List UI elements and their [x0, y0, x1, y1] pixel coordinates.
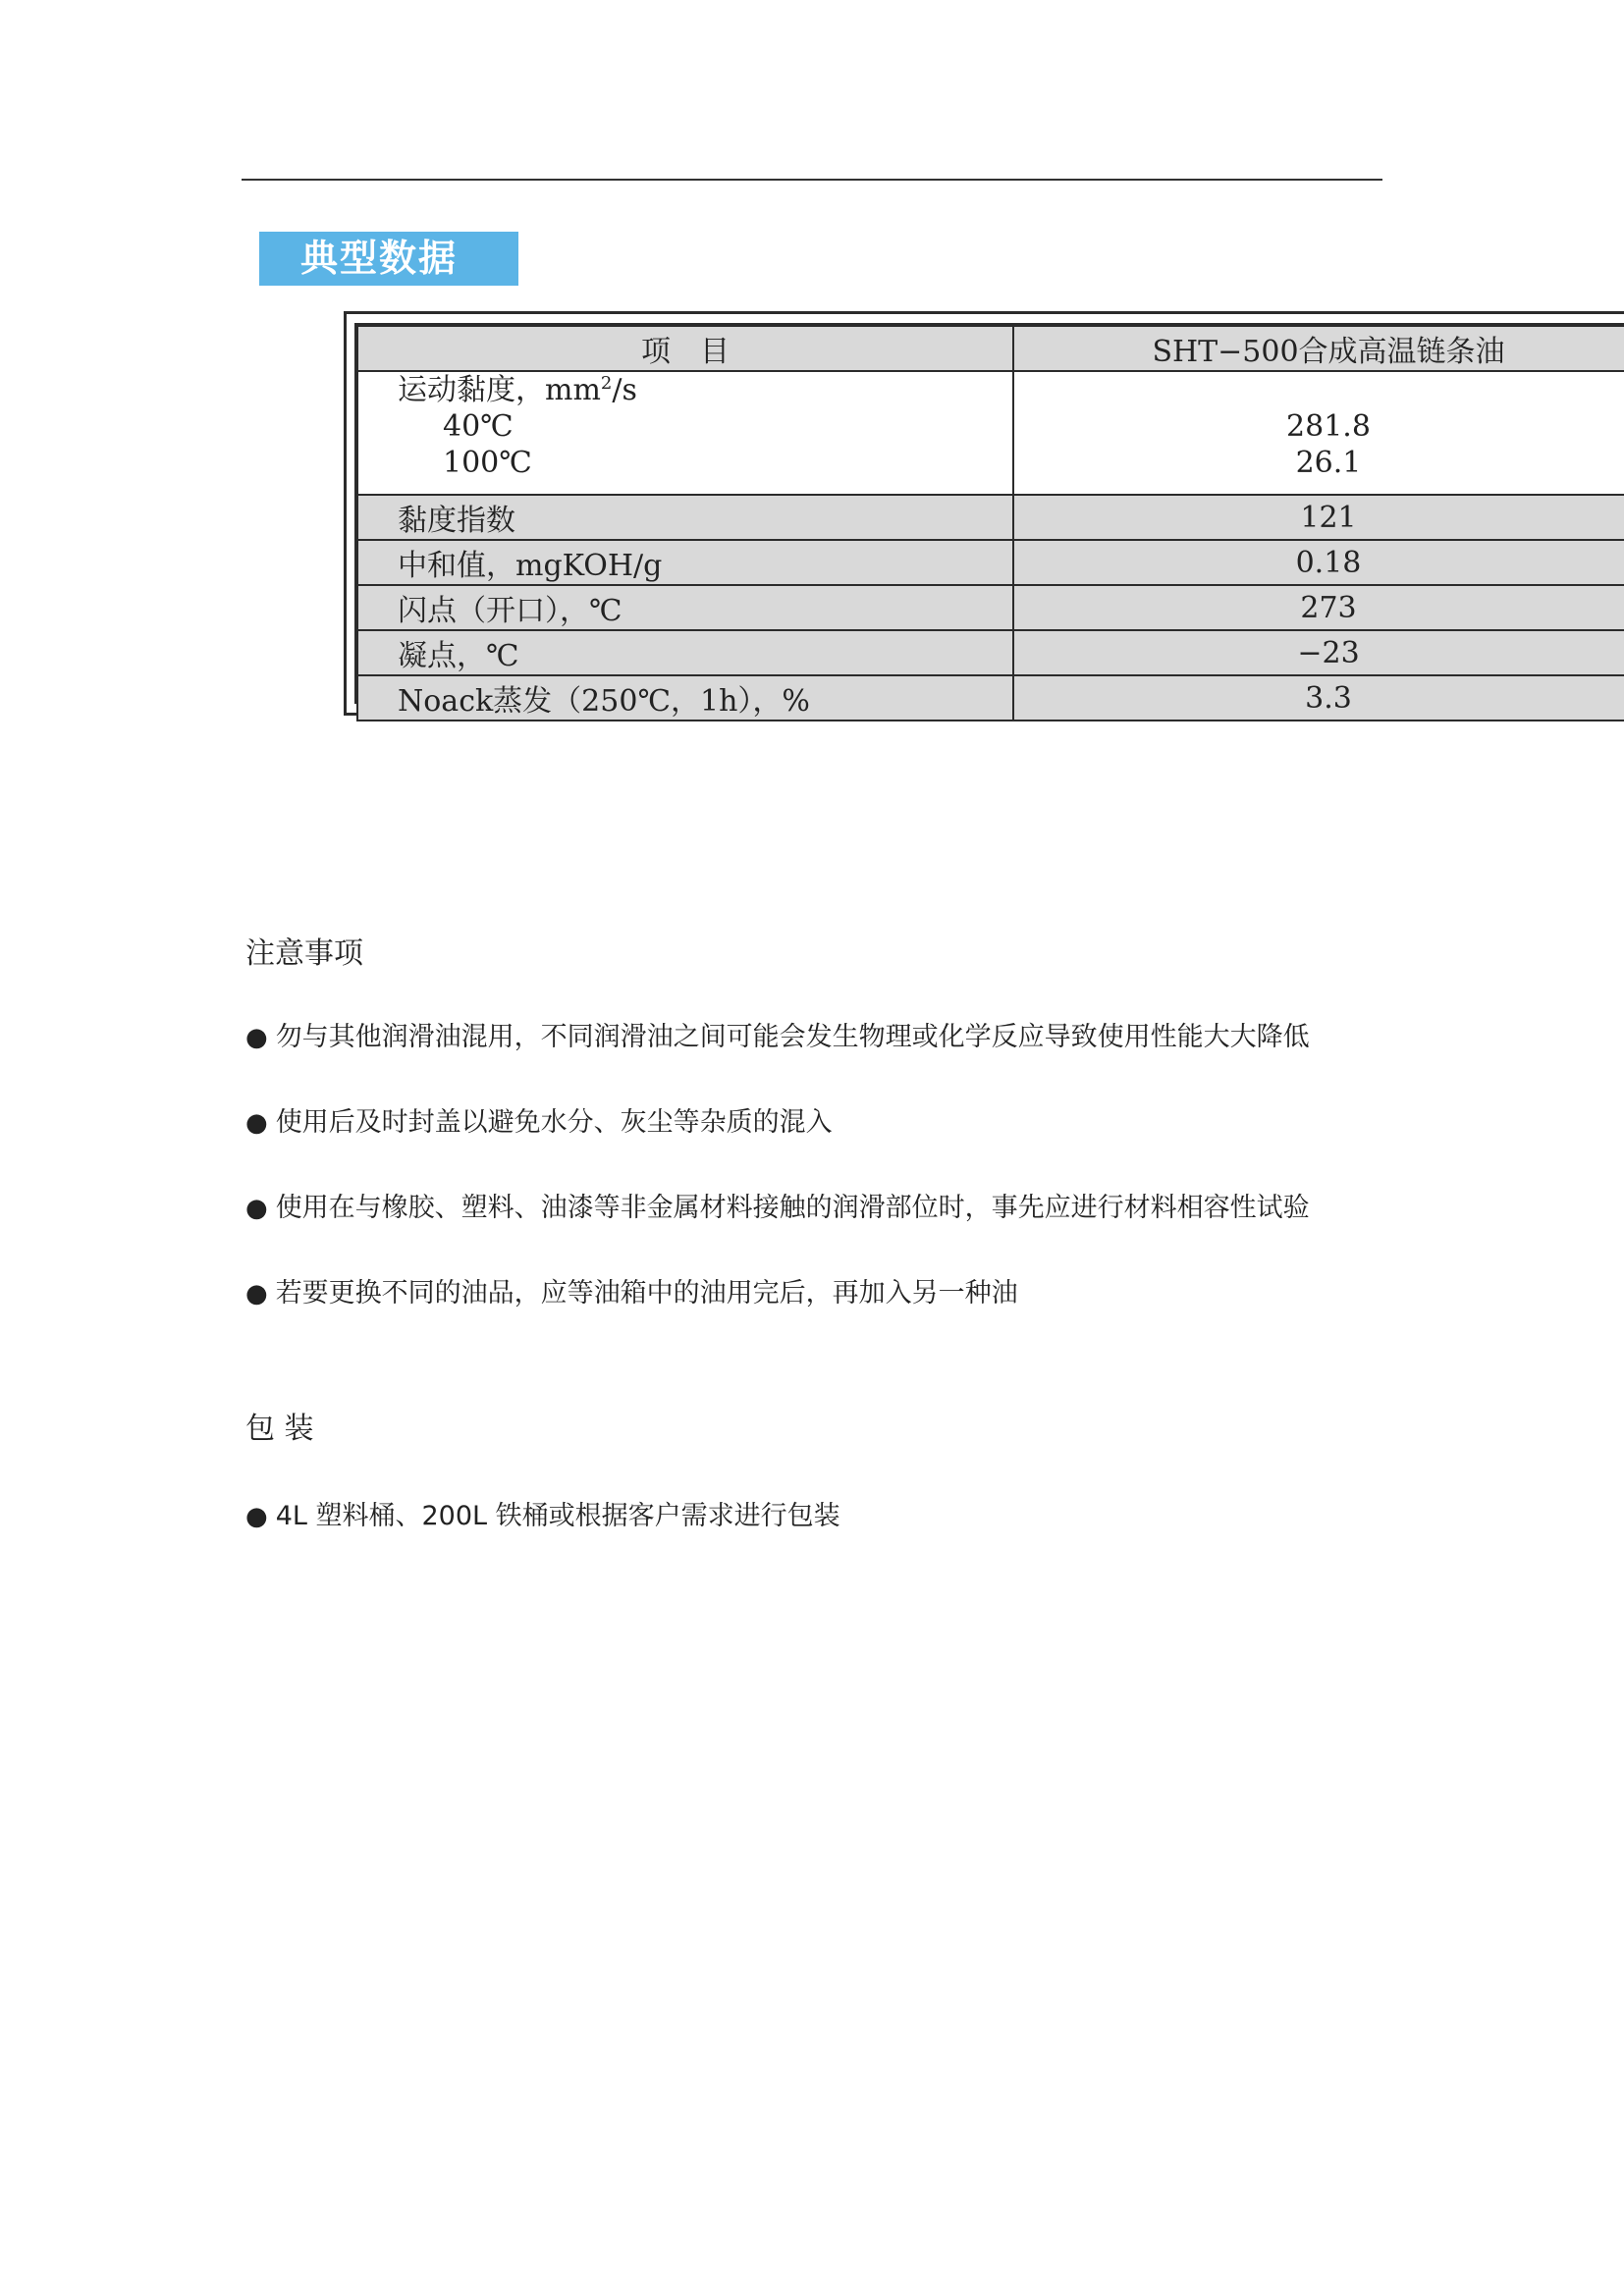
row-item: 黏度指数: [357, 495, 1013, 540]
typical-data-table: [356, 325, 1624, 721]
bullet-icon: ●: [245, 1279, 268, 1308]
top-divider: [242, 179, 1382, 181]
section-title-banner: 典型数据: [259, 232, 518, 286]
viscosity-40-value: 281.8: [1286, 409, 1371, 444]
table-row: [357, 630, 1624, 675]
viscosity-label-unit: /s: [612, 373, 637, 407]
row-value: 3.3: [1013, 675, 1624, 721]
viscosity-blank: [1014, 372, 1624, 408]
viscosity-label-text: 运动黏度，mm: [398, 373, 601, 407]
table-row-viscosity: [357, 371, 1624, 495]
note-item: [245, 1015, 1310, 1053]
row-item: 闪点（开口），℃: [357, 585, 1013, 630]
packaging-text: 4L 塑料桶、200L 铁桶或根据客户需求进行包装: [275, 1501, 840, 1531]
table-row: [357, 495, 1624, 540]
header-product: SHT−500合成高温链条油: [1013, 326, 1624, 371]
viscosity-label-sup: 2: [600, 373, 613, 394]
viscosity-label-cell: [357, 371, 1013, 495]
table-row: [357, 585, 1624, 630]
row-item: 凝点，℃: [357, 630, 1013, 675]
packaging-item: [245, 1494, 840, 1532]
note-text: 若要更换不同的油品，应等油箱中的油用完后，再加入另一种油: [275, 1278, 1018, 1308]
viscosity-40-label: 40℃: [443, 409, 514, 444]
notes-heading: 注意事项: [245, 936, 363, 971]
note-item: [245, 1271, 1018, 1309]
viscosity-100-label: 100℃: [443, 446, 532, 480]
bullet-icon: ●: [245, 1108, 268, 1138]
typical-data-table-wrapper: [354, 323, 1624, 719]
note-text: 使用后及时封盖以避免水分、灰尘等杂质的混入: [275, 1107, 833, 1138]
row-value: 0.18: [1013, 540, 1624, 585]
bullet-icon: ●: [245, 1023, 268, 1052]
row-value: 273: [1013, 585, 1624, 630]
row-item: Noack蒸发（250℃，1h），%: [357, 675, 1013, 721]
row-item: 中和值，mgKOH/g: [357, 540, 1013, 585]
table-row: [357, 540, 1624, 585]
viscosity-100-value: 26.1: [1295, 446, 1362, 480]
table-header-row: [357, 326, 1624, 371]
bullet-icon: ●: [245, 1502, 268, 1531]
row-value: −23: [1013, 630, 1624, 675]
table-row: [357, 675, 1624, 721]
note-item: [245, 1186, 1310, 1224]
typical-data-table-frame: [344, 311, 1624, 719]
header-item: 项 目: [357, 326, 1013, 371]
packaging-heading: 包 装: [245, 1412, 314, 1446]
bullet-icon: ●: [245, 1194, 268, 1223]
viscosity-value-cell: [1013, 371, 1624, 495]
note-text: 使用在与橡胶、塑料、油漆等非金属材料接触的润滑部位时，事先应进行材料相容性试验: [275, 1193, 1310, 1223]
row-value: 121: [1013, 495, 1624, 540]
note-text: 勿与其他润滑油混用，不同润滑油之间可能会发生物理或化学反应导致使用性能大大降低: [275, 1022, 1310, 1052]
note-item: [245, 1100, 833, 1139]
viscosity-label: [398, 372, 1012, 408]
